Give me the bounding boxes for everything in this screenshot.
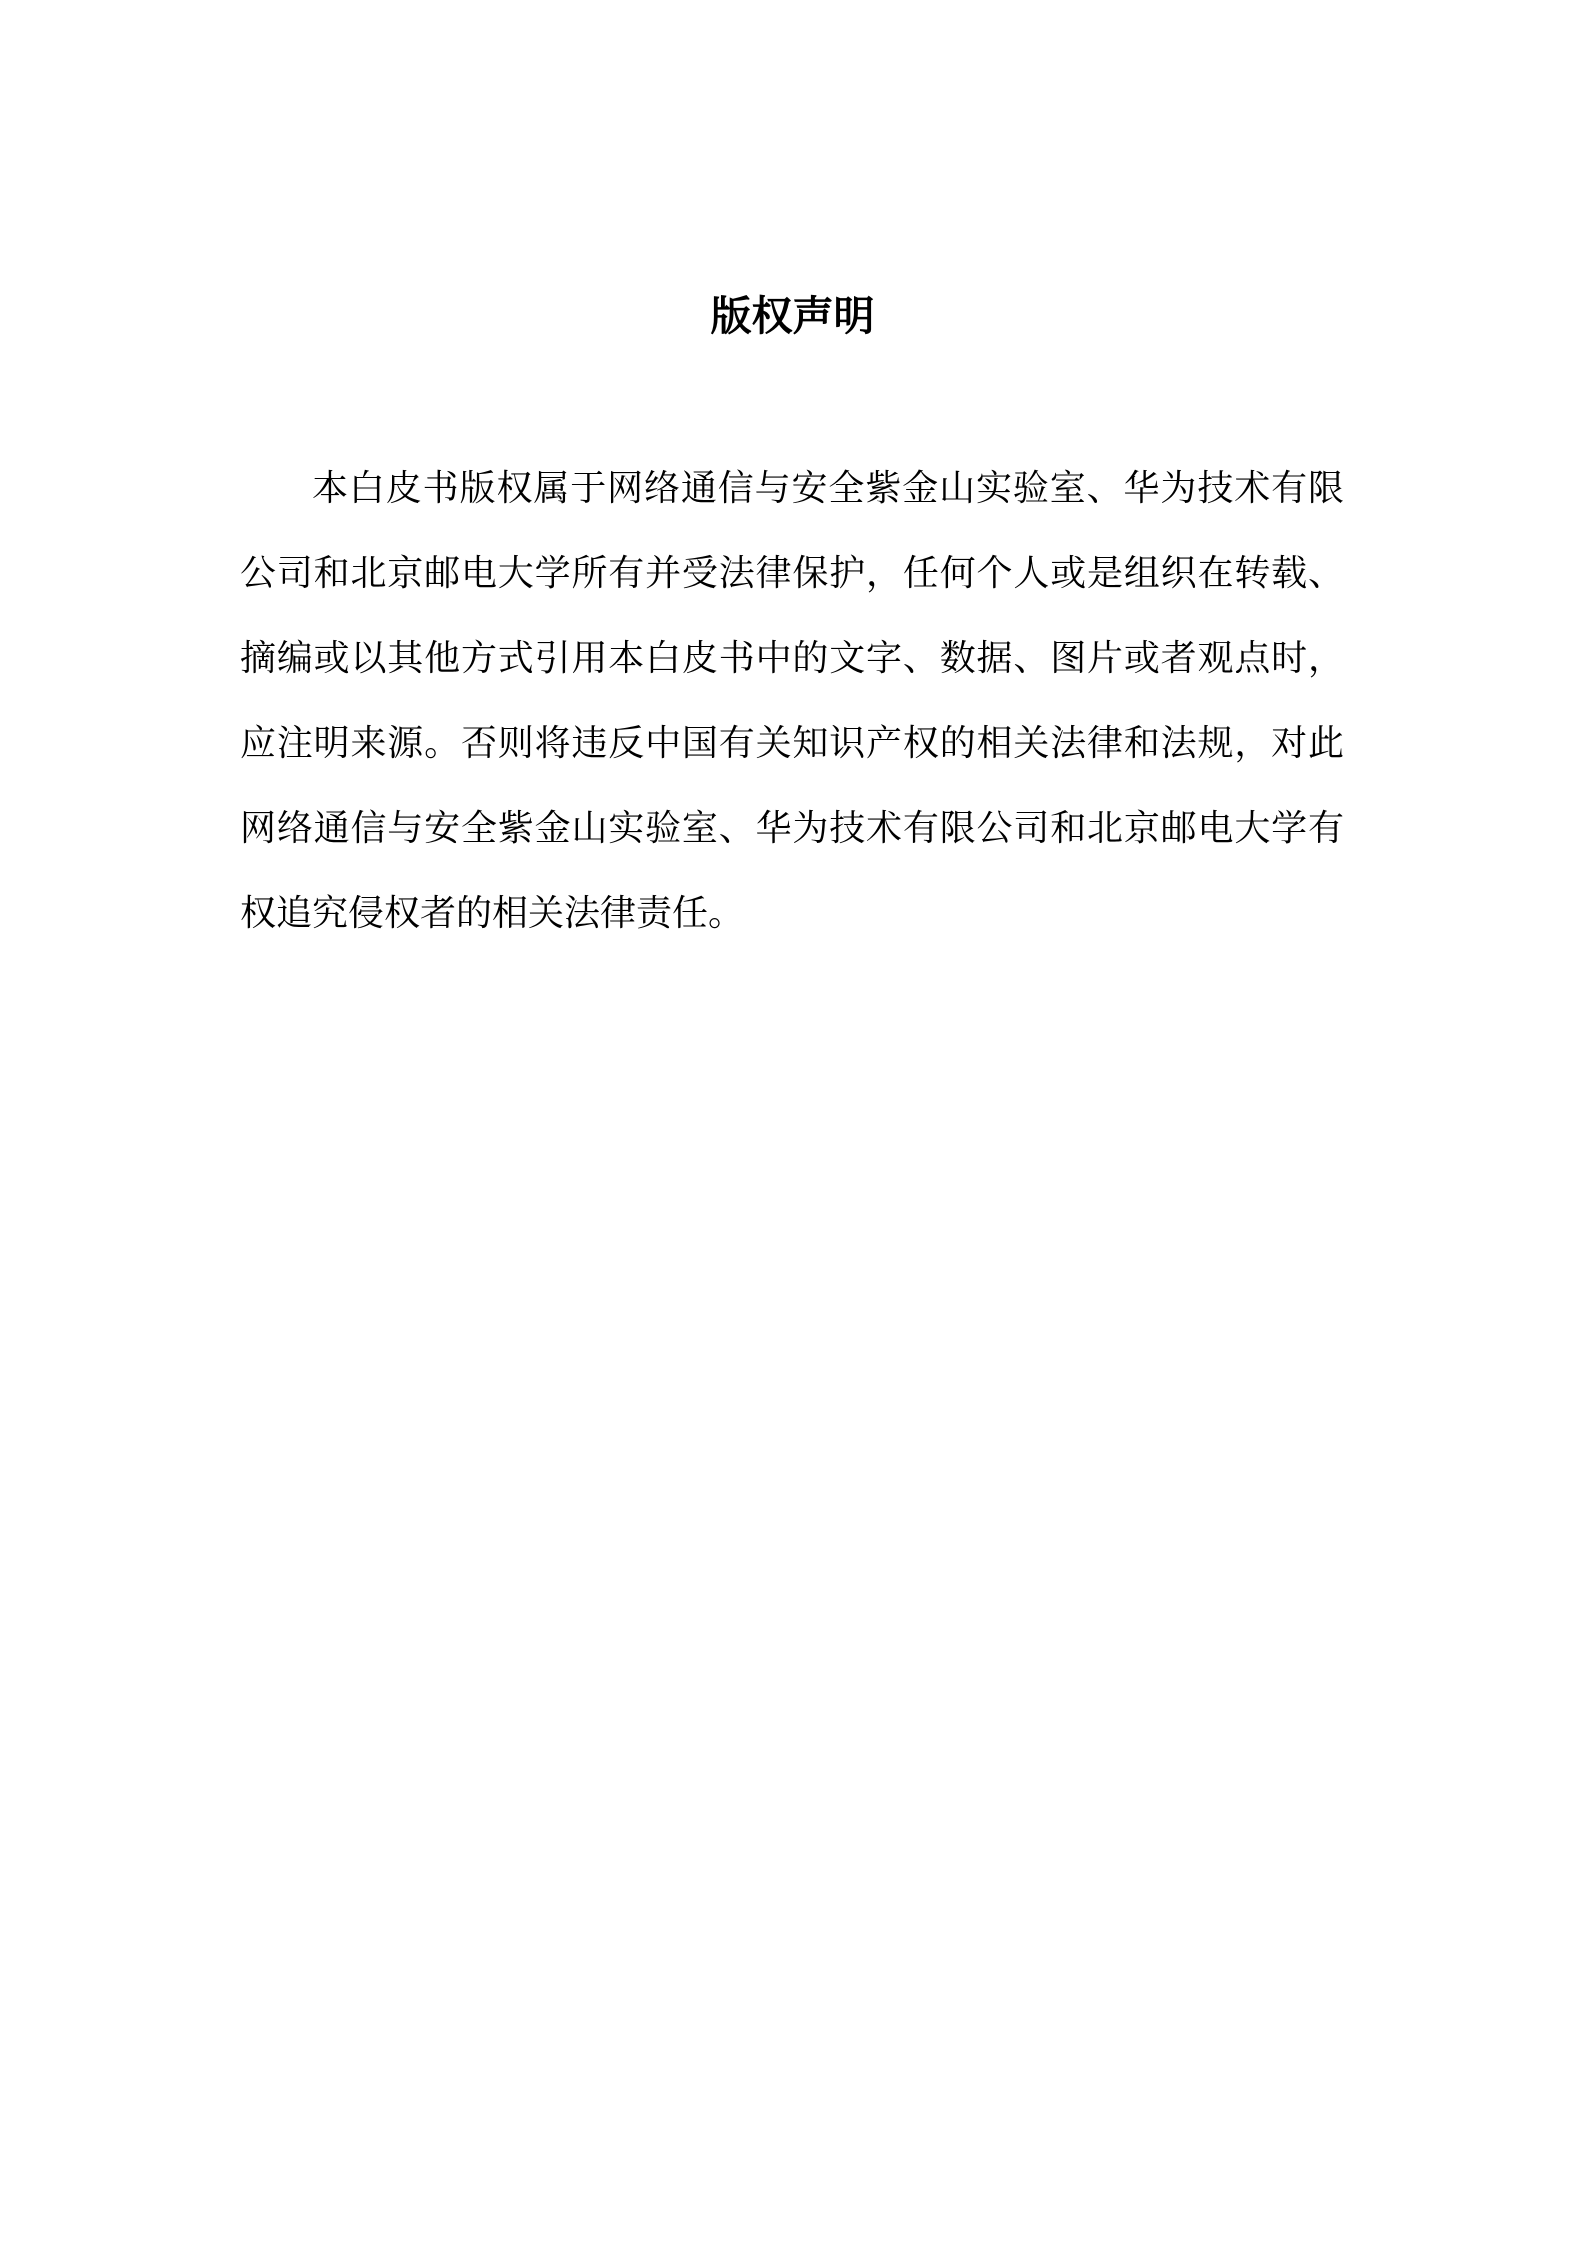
paragraph-line: 网络通信与安全紫金山实验室、华为技术有限公司和北京邮电大学有 [240,808,1344,848]
page-title: 版权声明 [710,293,875,339]
paragraph-line: 公司和北京邮电大学所有并受法律保护，任何个人或是组织在转载、 [240,553,1344,593]
paragraph-line: 摘编或以其他方式引用本白皮书中的文字、数据、图片或者观点时， [240,638,1344,678]
copyright-paragraph [240,446,1344,956]
paragraph-line: 应注明来源。否则将违反中国有关知识产权的相关法律和法规，对此 [240,723,1344,763]
paragraph-line: 权追究侵权者的相关法律责任。 [240,893,745,933]
paragraph-line: 本白皮书版权属于网络通信与安全紫金山实验室、华为技术有限 [312,468,1344,508]
